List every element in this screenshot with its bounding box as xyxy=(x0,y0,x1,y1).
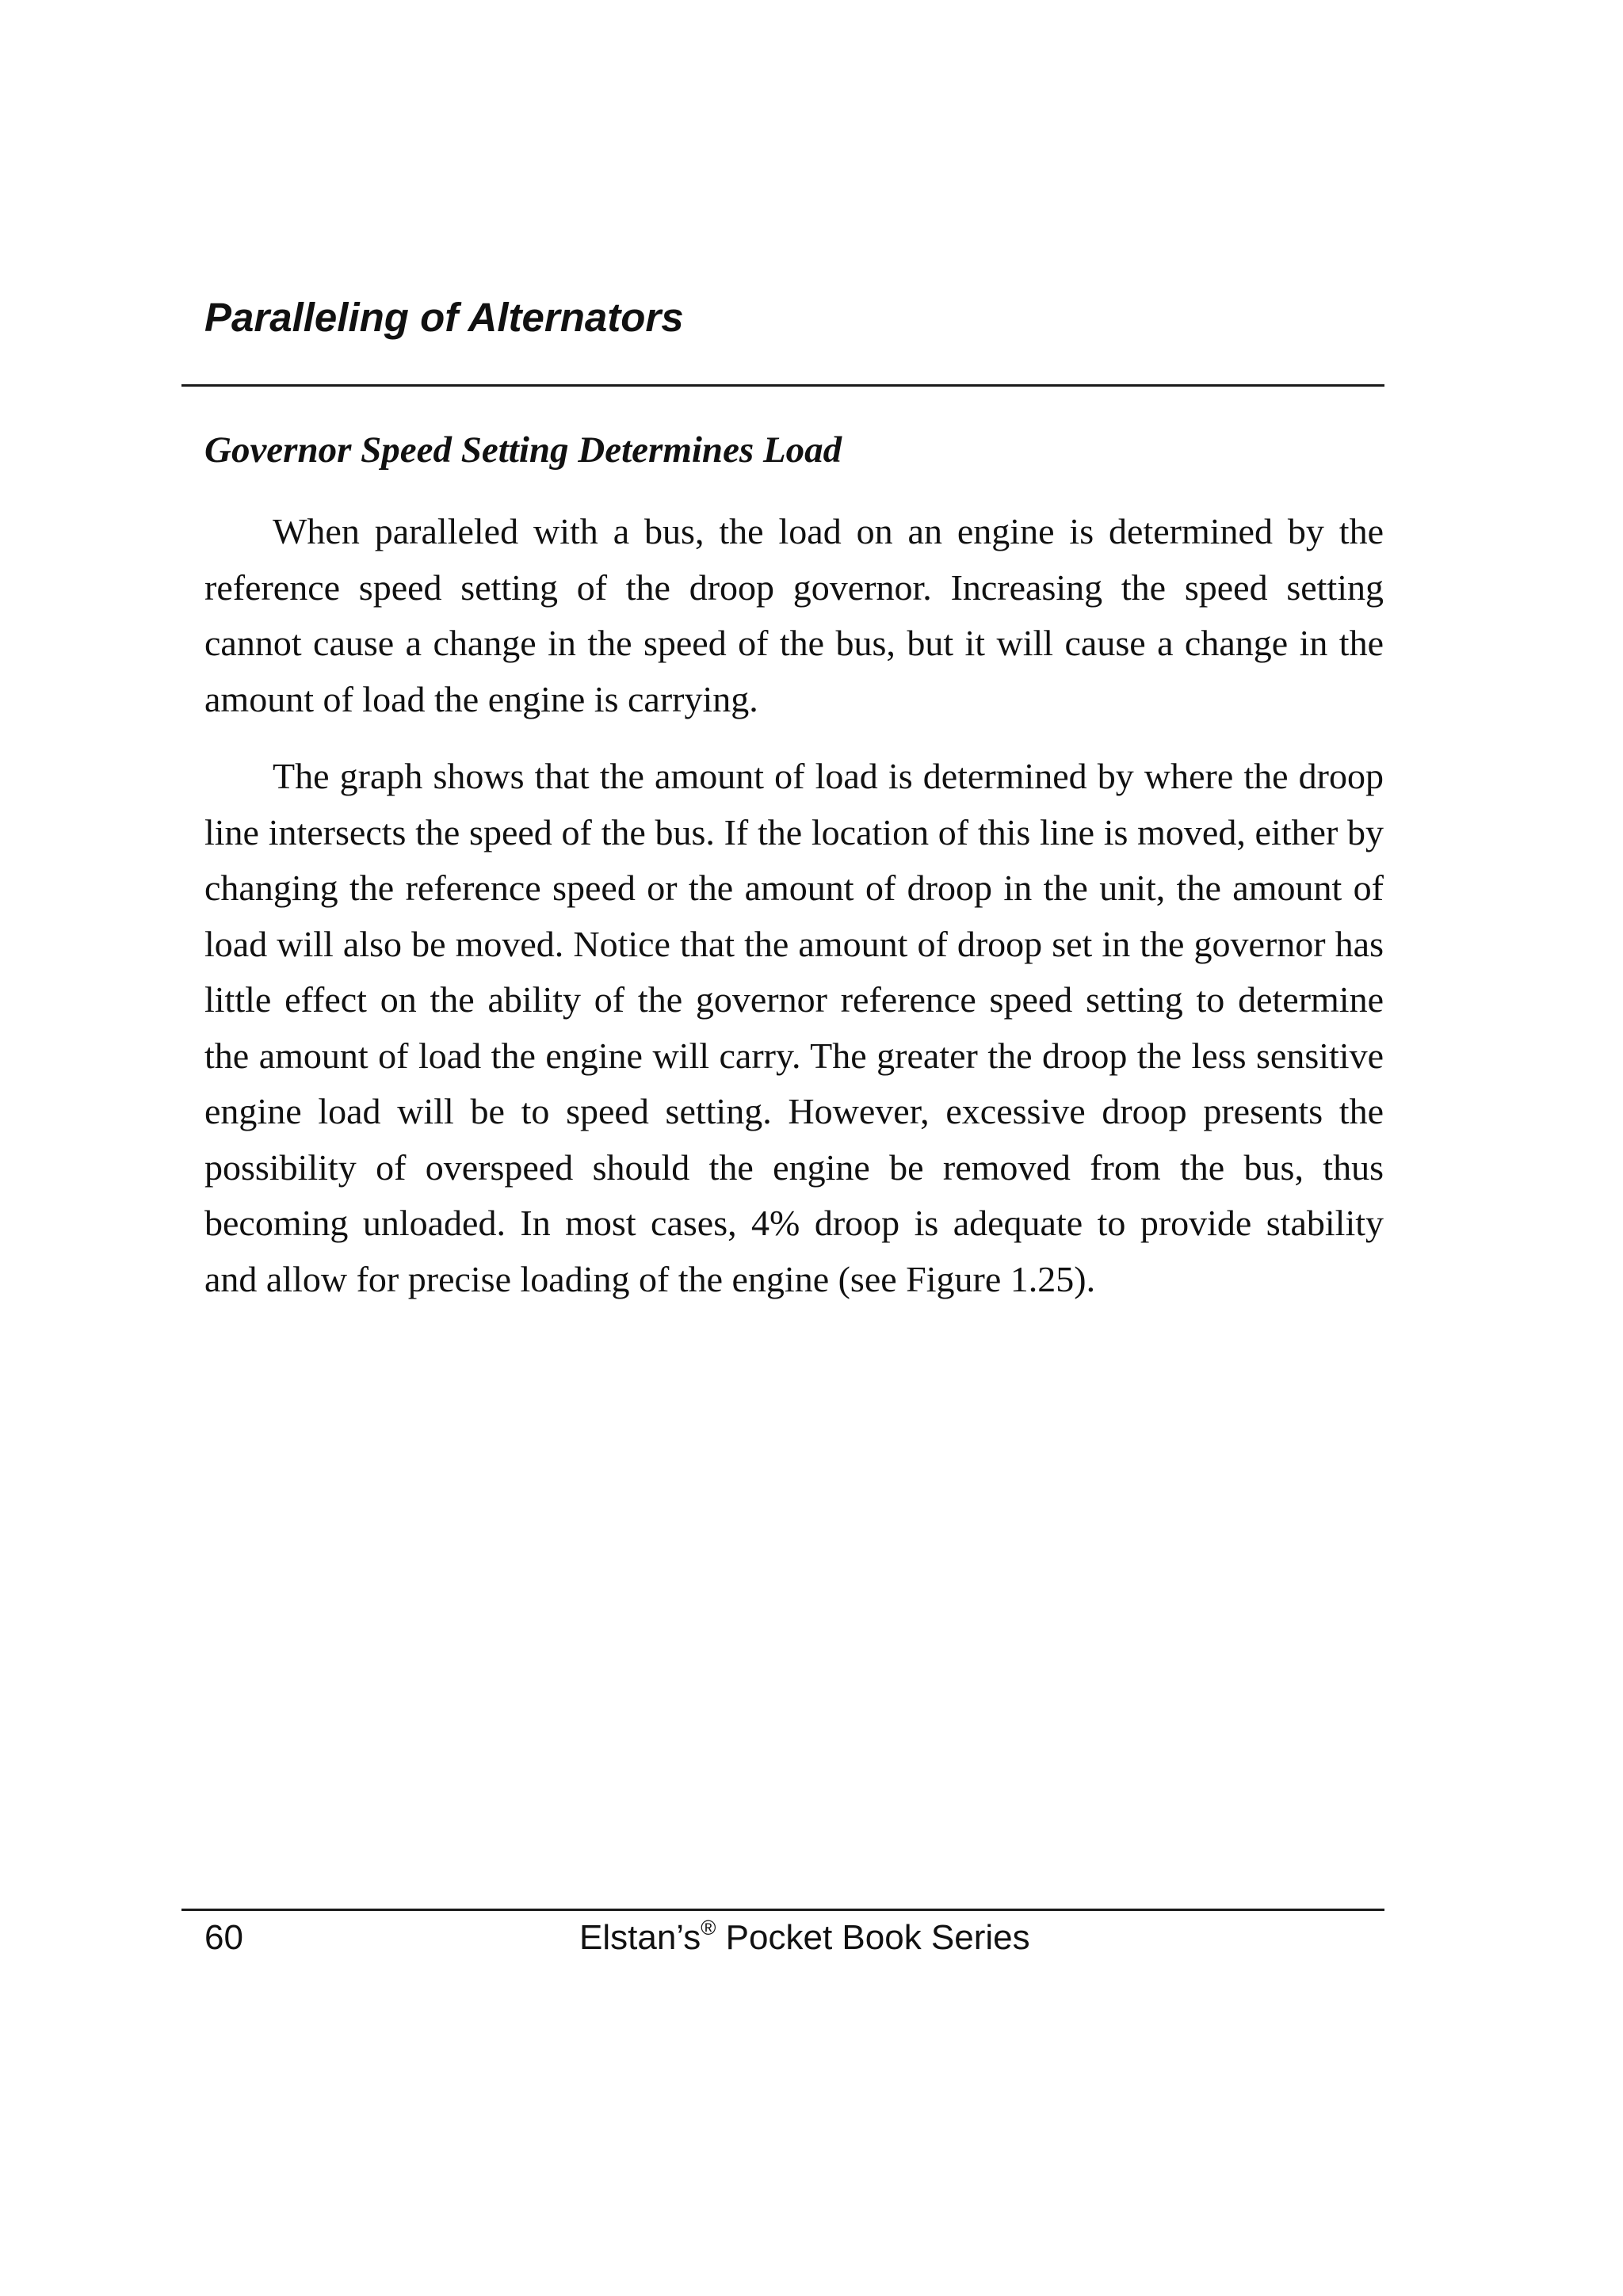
page-number: 60 xyxy=(204,1918,243,1957)
footer-series-title xyxy=(579,1917,1030,1959)
section-heading: Governor Speed Setting Determines Load xyxy=(204,429,842,471)
footer-divider xyxy=(181,1909,1384,1911)
series-suffix: Pocket Book Series xyxy=(716,1918,1030,1957)
body-paragraph-1: When paralleled with a bus, the load on an engine is determined by the reference speed setting of the droop governor. Increasing the speed setting cannot cause a change in the speed of the bus, but it will cause a change in the amount of load the engine is carrying. xyxy=(204,511,1384,719)
header-divider xyxy=(181,384,1384,387)
body-paragraph-2: The graph shows that the amount of load is determined by where the droop line intersects the speed of the bus. If the location of this line is moved, either by changing the reference speed or the amount of droop in the unit, the amount of load will also be moved. Notice that the amount of droop set in the governor has little effect on the ability of the governor reference speed setting to determine the amount of load the engine will carry. The greater the droop the less sensitive engine load will be to speed setting. However, excessive droop presents the possibility of overspeed should the engine be removed from the bus, thus becoming unloaded. In most cases, 4% droop is adequate to provide stability and allow for precise loading of the engine (see Figure 1.25). xyxy=(204,756,1384,1299)
series-name: Elstan’s xyxy=(579,1918,701,1957)
registered-mark: ® xyxy=(701,1916,716,1939)
chapter-title: Paralleling of Alternators xyxy=(204,295,684,340)
